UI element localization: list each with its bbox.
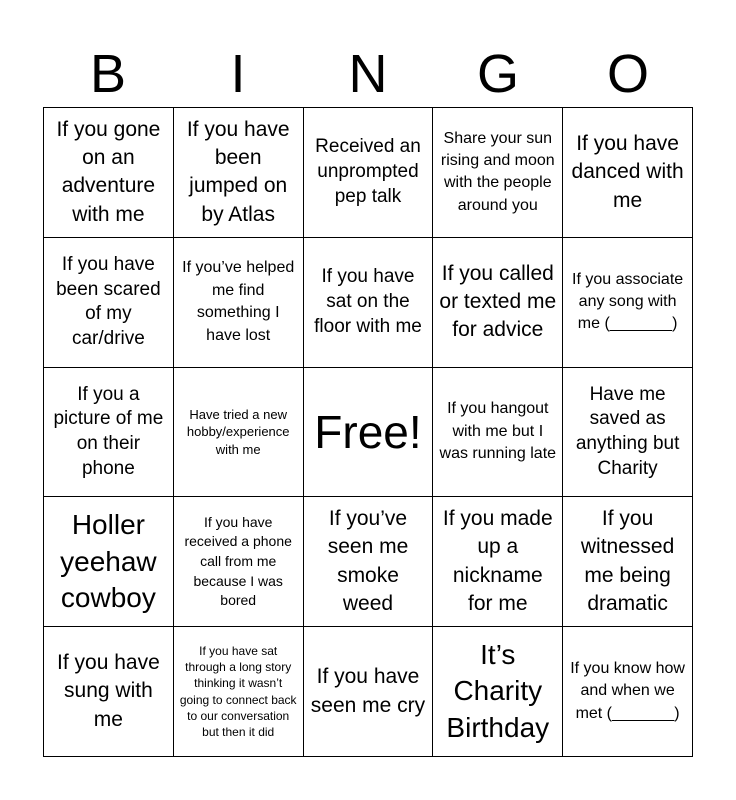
- cell-text: If you have been scared of my car/drive: [56, 253, 161, 349]
- cell-text: If you have received a phone call from me because I was bored: [184, 513, 292, 609]
- bingo-cell[interactable]: [563, 497, 693, 627]
- bingo-cell[interactable]: [44, 368, 174, 498]
- cell-text: If you a picture of me on their phone: [53, 383, 164, 479]
- bingo-cell[interactable]: [304, 108, 434, 238]
- cell-text: Share your sun rising and moon with the people around you: [440, 129, 555, 214]
- cell-text: Received an unprompted pep talk: [315, 136, 421, 207]
- cell-text: If you witnessed me being dramatic: [580, 507, 675, 616]
- cell-text: If you have danced with me: [571, 131, 684, 212]
- cell-text: Have tried a new hobby/experience with me: [186, 406, 290, 457]
- cell-text: If you have sat through a long story thinking it wasn’t going to connect back to our conversation but then it did: [179, 644, 297, 739]
- bingo-cell[interactable]: [433, 627, 563, 757]
- cell-text: If you know how and when we met (_______): [570, 660, 685, 722]
- bingo-cell[interactable]: [563, 368, 693, 498]
- bingo-header: [43, 42, 693, 106]
- cell-text: If you called or texted me for advice: [439, 261, 557, 342]
- cell-text: If you have seen me cry: [310, 665, 426, 717]
- free-space[interactable]: [304, 368, 434, 498]
- bingo-cell[interactable]: [433, 238, 563, 368]
- cell-text: If you made up a nickname for me: [442, 507, 553, 616]
- header-letter-b: B: [89, 44, 127, 104]
- cell-text: If you’ve seen me smoke weed: [327, 507, 409, 616]
- bingo-cell[interactable]: [563, 108, 693, 238]
- bingo-cell[interactable]: [44, 238, 174, 368]
- bingo-cell[interactable]: [563, 627, 693, 757]
- bingo-cell[interactable]: [44, 497, 174, 627]
- header-letter-i: I: [230, 44, 246, 104]
- header-letter-g: G: [476, 44, 519, 104]
- bingo-cell[interactable]: [433, 108, 563, 238]
- cell-text: If you gone on an adventure with me: [56, 117, 161, 226]
- bingo-cell[interactable]: [304, 627, 434, 757]
- bingo-cell[interactable]: [304, 497, 434, 627]
- bingo-cell[interactable]: [174, 238, 304, 368]
- bingo-cell[interactable]: [174, 627, 304, 757]
- cell-text: If you associate any song with me (_______): [572, 270, 684, 333]
- cell-text: If you have sung with me: [57, 651, 160, 731]
- bingo-cell[interactable]: [433, 368, 563, 498]
- bingo-cell[interactable]: [433, 497, 563, 627]
- header-letter-o: O: [606, 44, 649, 104]
- bingo-cell[interactable]: [174, 368, 304, 498]
- bingo-cell[interactable]: [44, 108, 174, 238]
- cell-text: Holler yeehaw cowboy: [60, 509, 157, 613]
- bingo-cell[interactable]: [174, 497, 304, 627]
- bingo-cell[interactable]: [174, 108, 304, 238]
- cell-text: Free!: [314, 405, 422, 458]
- cell-text: If you have sat on the floor with me: [314, 266, 422, 337]
- header-letter-n: N: [348, 44, 388, 104]
- cell-text: If you hangout with me but I was running late: [439, 400, 557, 463]
- cell-text: If you’ve helped me find something I have lost: [182, 259, 295, 344]
- bingo-cell[interactable]: [44, 627, 174, 757]
- cell-text: It’s Charity Birthday: [446, 639, 550, 743]
- bingo-cell[interactable]: [563, 238, 693, 368]
- bingo-card: [43, 107, 693, 757]
- cell-text: Have me saved as anything but Charity: [575, 383, 680, 479]
- cell-text: If you have been jumped on by Atlas: [186, 117, 290, 226]
- bingo-cell[interactable]: [304, 238, 434, 368]
